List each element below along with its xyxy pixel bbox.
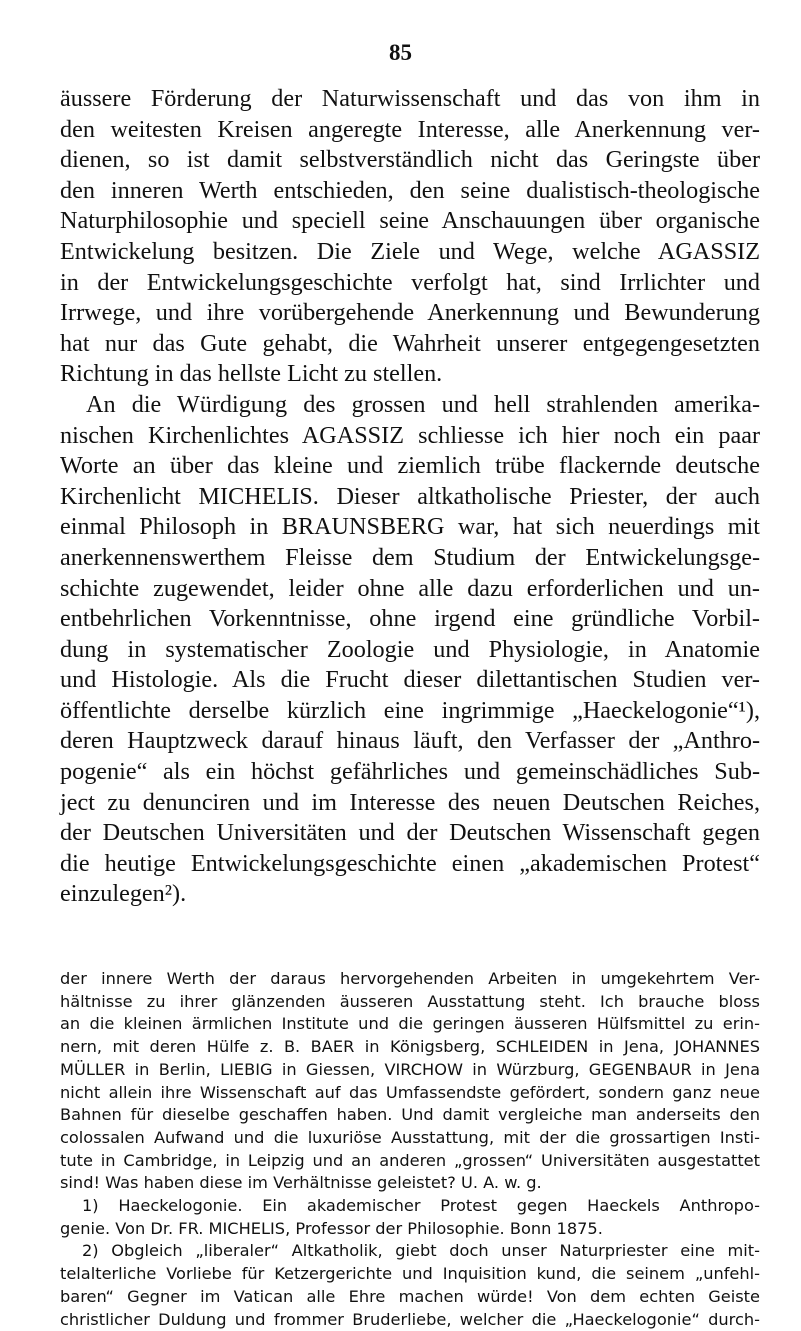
- footnote-line: hältnisse zu ihrer glänzenden äusseren Ausstattung steht. Ich brauche bloss: [60, 991, 760, 1011]
- text-line: Entwickelung besitzen. Die Ziele und Wege, welche AGASSIZ: [60, 237, 760, 265]
- footnote-line: 1) Haeckelogonie. Ein akademischer Protest gegen Haeckels Anthropo-: [82, 1196, 760, 1216]
- text-line: Worte an über das kleine und ziemlich trübe flackernde deutsche: [60, 452, 760, 480]
- footnote-line: Bahnen für dieselbe geschaffen haben. Und damit vergleiche man anderseits den: [60, 1105, 760, 1125]
- footnote-line: genie. Von Dr. FR. MICHELIS, Professor der Philosophie. Bonn 1875.: [60, 1218, 603, 1238]
- text-line: Naturphilosophie und speciell seine Anschauungen über organische: [60, 207, 760, 235]
- text-line: Richtung in das hellste Licht zu stellen.: [60, 360, 443, 388]
- footnote-line: baren“ Gegner im Vatican alle Ehre machen würde! Von dem echten Geiste: [60, 1286, 760, 1306]
- text-line: hat nur das Gute gehabt, die Wahrheit unserer entgegengesetzten: [60, 329, 760, 357]
- text-line: dienen, so ist damit selbstverständlich nicht das Geringste über: [60, 146, 760, 174]
- text-line: nischen Kirchenlichtes AGASSIZ schliesse ich hier noch ein paar: [60, 421, 760, 449]
- text-line: anerkennenswerthem Fleisse dem Studium der Entwickelungsge-: [60, 543, 760, 571]
- text-line: in der Entwickelungsgeschichte verfolgt hat, sind Irrlichter und: [60, 268, 760, 296]
- text-line: schichte zugewendet, leider ohne alle dazu erforderlichen und un-: [60, 574, 760, 602]
- footnote-line: christlicher Duldung und frommer Bruderliebe, welcher die „Haeckelogonie“ durch-: [60, 1309, 760, 1329]
- text-line: den inneren Werth entschieden, den seine dualistisch-theologische: [60, 176, 760, 204]
- text-line: dung in systematischer Zoologie und Physiologie, in Anatomie: [60, 635, 760, 663]
- footnote-line: an die kleinen ärmlichen Institute und die geringen äusseren Hülfsmittel zu erin-: [60, 1014, 760, 1034]
- text-line: öffentlichte derselbe kürzlich eine ingrimmige „Haeckelogonie“¹),: [60, 696, 760, 724]
- footnote-line: sind! Was haben diese im Verhältnisse geleistet? U. A. w. g.: [60, 1173, 542, 1193]
- footnote-line: telalterliche Vorliebe für Ketzergerichte und Inquisition kund, die seinem „unfehl-: [60, 1264, 760, 1284]
- text-line: den weitesten Kreisen angeregte Interesse, alle Anerkennung ver-: [60, 115, 760, 143]
- text-line: Irrwege, und ihre vorübergehende Anerkennung und Bewunderung: [60, 299, 760, 327]
- text-line: die heutige Entwickelungsgeschichte einen „akademischen Protest“: [60, 849, 760, 877]
- text-line: einzulegen²).: [60, 880, 187, 908]
- footnote-line: der innere Werth der daraus hervorgehenden Arbeiten in umgekehrtem Ver-: [60, 969, 760, 988]
- footnote-line: nern, mit deren Hülfe z. B. BAER in Königsberg, SCHLEIDEN in Jena, JOHANNES: [60, 1037, 760, 1057]
- text-line: entbehrlichen Vorkenntnisse, ohne irgend eine gründliche Vorbil-: [60, 605, 760, 633]
- text-line: pogenie“ als ein höchst gefährliches und gemeinschädliches Sub-: [60, 758, 760, 786]
- text-line: der Deutschen Universitäten und der Deutschen Wissenschaft gegen: [60, 819, 760, 847]
- footnote-line: MÜLLER in Berlin, LIEBIG in Giessen, VIRCHOW in Würzburg, GEGENBAUR in Jena: [60, 1059, 760, 1079]
- text-line: einmal Philosoph in BRAUNSBERG war, hat sich neuerdings mit: [60, 513, 760, 541]
- text-line: Kirchenlicht MICHELIS. Dieser altkatholische Priester, der auch: [60, 482, 760, 510]
- page-number: 85: [389, 40, 412, 65]
- text-line: ject zu denunciren und im Interesse des neuen Deutschen Reiches,: [60, 788, 760, 816]
- text-line: An die Würdigung des grossen und hell strahlenden amerika-: [86, 390, 760, 418]
- footnote-line: tute in Cambridge, in Leipzig und an anderen „grossen“ Universitäten ausgestattet: [60, 1150, 760, 1170]
- footnote-line: nicht allein ihre Wissenschaft auf das Umfassendste gefördert, sondern ganz neue: [60, 1082, 760, 1102]
- footnote-line: colossalen Aufwand und die luxuriöse Ausstattung, mit der die grossartigen Insti-: [60, 1127, 760, 1147]
- footnotes: [60, 968, 760, 1331]
- main-text: [60, 84, 760, 910]
- text-line: und Histologie. Als die Frucht dieser dilettantischen Studien ver-: [60, 666, 760, 694]
- text-line: deren Hauptzweck darauf hinaus läuft, den Verfasser der „Anthro-: [60, 727, 760, 755]
- text-line: äussere Förderung der Naturwissenschaft und das von ihm in: [60, 85, 760, 112]
- footnote-line: 2) Obgleich „liberaler“ Altkatholik, giebt doch unser Naturpriester eine mit-: [82, 1241, 760, 1261]
